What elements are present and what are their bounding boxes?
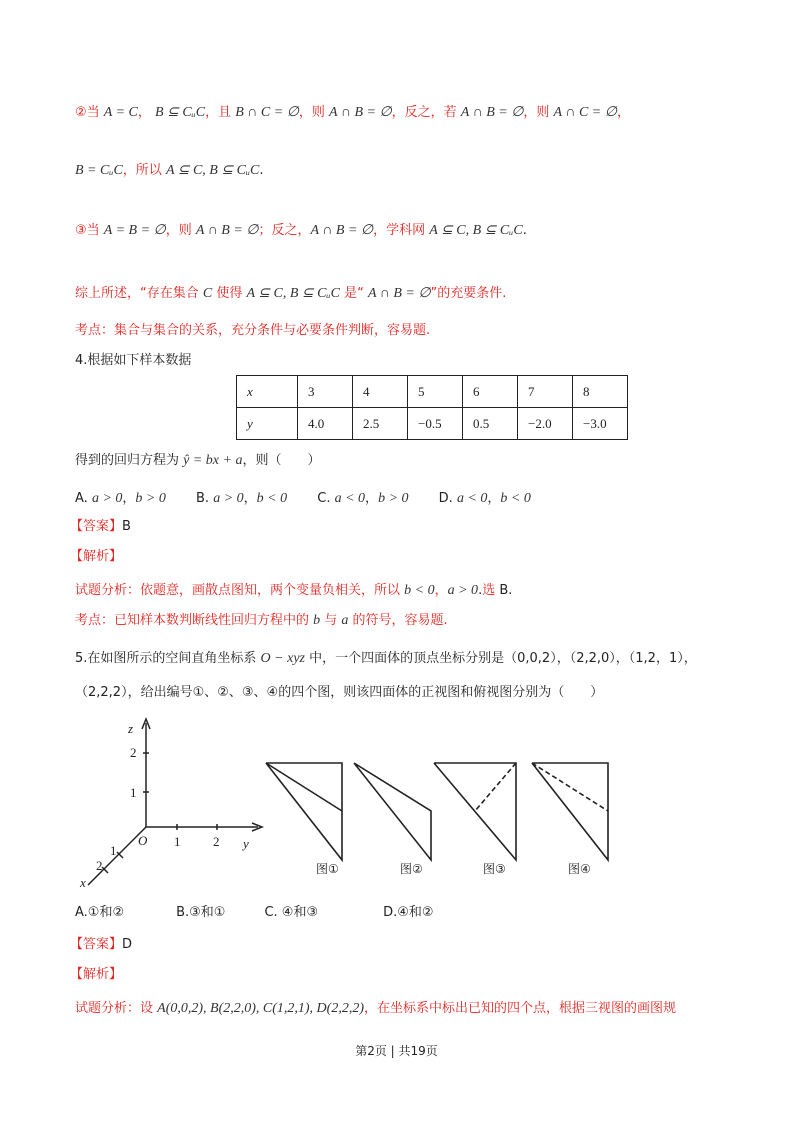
math-expression: ᵤ [245,163,251,178]
text-segment: ， [616,105,630,120]
text-segment: 考点：已知样本数判断线性回归方程中的 [75,613,314,628]
text-segment: ， [243,491,257,506]
z-tick-1: 1 [130,785,137,800]
row-header-y: y [237,408,298,440]
math-expression: b > 0 [378,491,409,506]
table-cell: −3.0 [573,408,628,440]
math-expression: O − xyz [260,651,305,666]
math-expression: a < 0 [334,491,366,506]
math-expression: A ∩ B = ∅ [195,223,259,238]
row-header-x: x [237,376,298,408]
math-expression: a [341,613,349,628]
x-tick-2: 2 [96,858,103,873]
text-segment: B [122,519,131,534]
axis-label-y: y [243,836,249,851]
q4-jiexi [70,548,122,566]
text-segment: C. [287,491,335,506]
math-expression: C [513,223,523,238]
text-segment: ， [122,491,136,506]
text-segment: 【解析】 [70,967,123,982]
math-expression: A ∩ B = ∅ [460,105,524,120]
math-expression: ŷ = bx + a [183,453,243,468]
math-expression: C [250,163,260,178]
q4-answer [70,518,131,536]
q5-answer [70,936,132,954]
q5-stem2 [75,684,603,702]
text-segment: ，则（ ） [242,453,321,468]
text-segment: ；反之， [258,223,311,238]
conclusion [75,285,506,303]
math-expression: A = B = ∅ [103,223,166,238]
text-segment: 【答案】 [70,519,123,534]
math-expression: C [202,286,213,301]
math-expression: ᵤ [191,105,196,120]
table-row-y [237,408,628,440]
view-1 [266,763,342,860]
text-segment: 综上所述，“存在集合 [75,286,203,301]
table-cell: 4.0 [298,408,353,440]
text-segment: A. [75,491,92,506]
table-cell: 0.5 [463,408,518,440]
math-expression: A ∩ C = ∅ [553,105,617,120]
case3 [75,222,527,240]
text-segment: . [259,163,264,178]
text-segment: （2,2,2），给出编号①、②、③、④的四个图，则该四面体的正视图和俯视图分别为（ ） [75,685,604,700]
text-segment: ，反之，若 [391,105,461,120]
math-expression: C [195,105,206,120]
text-segment: ， [137,105,156,120]
math-expression: b > 0 [135,491,166,506]
axis-label-z: z [128,721,134,736]
q5-analysis [75,1000,676,1018]
z-tick-2: 2 [130,745,137,760]
coordinate-axes [88,719,262,885]
math-expression: A ∩ B = ∅ [310,223,374,238]
text-segment: ，所以 [122,163,166,178]
math-expression: b < 0 [500,491,531,506]
table-cell: 3 [298,376,353,408]
table-cell: 6 [463,376,518,408]
text-segment: 选 [482,583,500,598]
text-segment: 【解析】 [70,549,123,564]
text-segment: 的符号，容易题. [348,613,448,628]
y-tick-2: 2 [213,834,220,849]
text-segment: A.①和② B.③和① C. ④和③ D.④和② [75,905,434,920]
q4-analysis [75,582,512,600]
math-expression: b [313,613,321,628]
table-row-x [237,376,628,408]
text-segment: B. [499,583,513,598]
y-tick-1: 1 [174,834,181,849]
caption-3: 图③ [483,862,506,876]
text-segment: ，且 [205,105,236,120]
math-expression: A ⊆ C, B ⊆ C [246,286,327,301]
table-cell: −0.5 [408,408,463,440]
text-segment: 5.在如图所示的空间直角坐标系 [75,651,261,666]
math-expression: a < 0 [456,491,488,506]
text-segment: 试题分析：设 [75,1001,158,1016]
text-segment: ”的充要条件. [430,286,507,301]
text-segment: ， [434,583,448,598]
text-segment: . [522,223,527,238]
q5-figure [70,715,630,890]
math-expression: a > 0 [91,491,123,506]
math-expression: ᵤ [326,286,331,301]
text-segment: ③当 [75,223,104,238]
axis-label-x: x [80,875,86,890]
math-expression: A ∩ B = ∅ [367,286,431,301]
text-segment: ，则 [298,105,330,120]
q4-kaodian [75,612,448,630]
q4-stem [75,352,191,370]
math-expression: a > 0 [213,491,244,506]
text-segment: ，学科网 [373,223,430,238]
math-expression: B = C [75,163,110,178]
text-segment: ， [487,491,501,506]
text-segment: . [478,583,483,598]
caption-1: 图① [316,862,339,876]
text-segment: 是“ [339,286,368,301]
q5-jiexi [70,966,122,984]
math-expression: b < 0 [256,491,288,506]
sample-data-table [236,375,628,440]
table-cell: −2.0 [518,408,573,440]
case2-line2 [75,162,264,180]
caption-4: 图④ [568,862,591,876]
text-segment: 得到的回归方程为 [75,453,184,468]
math-expression: A(0,0,2), B(2,2,0), C(1,2,1), D(2,2,2) [157,1001,364,1016]
q5-options [75,904,434,922]
table-cell: 5 [408,376,463,408]
view-3 [434,763,516,860]
origin-label: O [138,833,148,848]
math-expression: C [113,163,123,178]
text-segment: ，则 [523,105,554,120]
text-segment: 使得 [212,286,247,301]
text-segment: 考点：集合与集合的关系，充分条件与必要条件判断，容易题. [75,323,431,338]
text-segment: 【答案】 [70,937,123,952]
text-segment: B. [165,491,214,506]
caption-2: 图② [400,862,423,876]
text-segment: 中，一个四面体的顶点坐标分别是（0,0,2），（2,2,0），（1,2，1）， [304,651,697,666]
text-segment: D. [408,491,457,506]
q4-options [75,490,531,508]
text-segment: ，则 [165,223,196,238]
view-4 [532,763,608,860]
text-segment: D [122,937,133,952]
math-expression: A ⊆ C, B ⊆ C [429,223,510,238]
text-segment: ②当 [75,105,104,120]
page-footer: 第2页 | 共19页 [355,1044,438,1058]
table-cell: 7 [518,376,573,408]
text-segment: ， [365,491,379,506]
q4-equation [75,452,320,470]
math-expression: A ∩ B = ∅ [329,105,392,120]
math-expression: A = C [103,105,138,120]
math-expression: b < 0 [404,583,435,598]
math-expression: ᵤ [509,223,514,238]
text-segment: ，在坐标系中标出已知的四个点，根据三视图的画图规 [364,1001,677,1016]
table-cell: 4 [353,376,408,408]
x-tick-1: 1 [110,843,117,858]
text-segment: 试题分析：依题意，画散点图知，两个变量负相关，所以 [75,583,405,598]
math-expression: ᵤ [109,163,114,178]
math-expression: C [330,286,340,301]
math-expression: a > 0 [447,583,479,598]
text-segment: 与 [320,613,342,628]
q5-stem1 [75,650,697,668]
math-expression: B ⊆ C [155,105,192,120]
kaodian-3 [75,322,430,340]
table-cell: 8 [573,376,628,408]
case2-line1 [75,104,630,122]
math-expression: B ∩ C = ∅ [235,105,299,120]
math-expression: A ⊆ C, B ⊆ C [165,163,246,178]
table-cell: 2.5 [353,408,408,440]
text-segment: 4.根据如下样本数据 [75,353,192,368]
view-2 [354,763,431,860]
